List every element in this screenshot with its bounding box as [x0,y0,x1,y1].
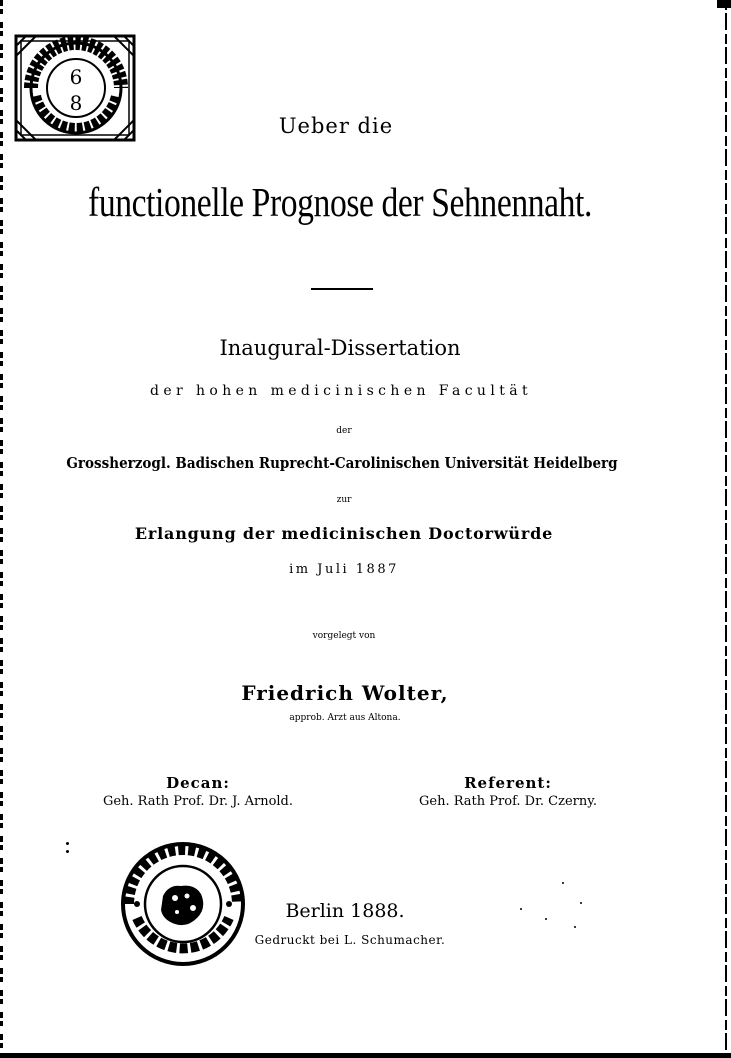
title-divider [311,288,373,290]
zur-line: zur [336,495,352,505]
referent-name: Geh. Rath Prof. Dr. Czerny. [419,794,597,809]
scan-speck [574,926,576,928]
scan-speck [562,882,564,884]
scan-speck [545,918,547,920]
faculty-line: der hohen medicinischen Facultät [149,383,533,399]
stamp-top-mark-lower: 8 [69,91,83,115]
decan-name: Geh. Rath Prof. Dr. J. Arnold. [102,794,294,809]
scan-speck [580,902,582,904]
dissertation-label: Inaugural-Dissertation [219,336,461,360]
title-prefix: Ueber die [278,114,394,138]
degree-line: Erlangung der medicinischen Doctorwürde [134,524,554,543]
referent-heading: Referent: [464,774,552,792]
scan-corner [717,0,731,8]
publication-place-year: Berlin 1888. [285,900,405,922]
scan-speck [66,850,69,853]
referent-block [398,774,618,809]
decan-block [88,774,308,809]
scan-edge-bottom [0,1053,731,1058]
page-title: functionelle Prognose der Sehnennaht. [88,179,592,225]
der-line: der [336,426,352,436]
date-line: im Juli 1887 [289,562,399,577]
presented-by-line: vorgelegt von [312,631,376,641]
scan-edge-right [725,0,727,1058]
printer-line: Gedruckt bei L. Schumacher. [254,933,446,947]
scan-speck [66,842,69,845]
decan-heading: Decan: [166,774,230,792]
stamp-top-mark-upper: 6 [69,65,83,89]
university-line: Grossherzogl. Badischen Ruprecht-Carolinischen Universität Heidelberg [66,454,618,472]
scan-speck [520,908,522,910]
author-name: Friedrich Wolter, [241,681,449,705]
author-note: approb. Arzt aus Altona. [289,713,401,723]
